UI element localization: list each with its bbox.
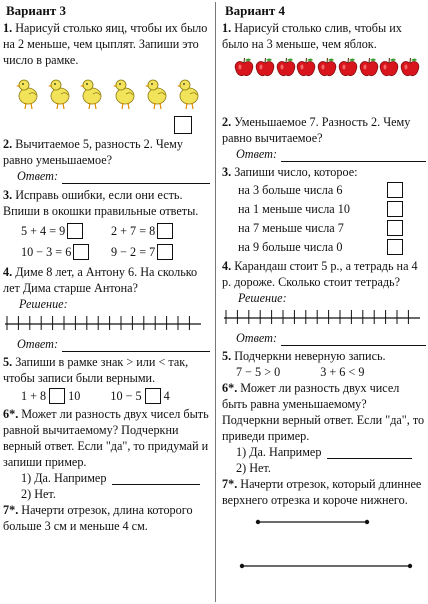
correction-box[interactable]: [73, 244, 89, 260]
solution-label: Решение:: [19, 297, 68, 311]
correction-box[interactable]: [157, 244, 173, 260]
comparison-right: 10: [68, 389, 81, 403]
task-3: [222, 164, 426, 180]
task-text: Запиши число, которое:: [234, 165, 358, 179]
solution-line: [19, 296, 210, 312]
equation: [111, 244, 201, 260]
condition-text: на 3 больше числа 6: [238, 183, 343, 197]
upper-segment: [256, 520, 369, 524]
equation-text: 2 + 7 = 8: [111, 224, 156, 238]
equation-text: 10 − 3 = 6: [21, 245, 72, 259]
task-6: [3, 406, 210, 470]
task-2: [222, 114, 426, 146]
condition-text: на 1 меньше числа 10: [238, 202, 350, 216]
number-box[interactable]: [387, 182, 403, 198]
task-7: [222, 476, 426, 508]
number-box[interactable]: [387, 201, 403, 217]
variant-3-title: Вариант 3: [6, 3, 67, 18]
sign-box[interactable]: [49, 388, 65, 404]
chick-icon: [47, 76, 71, 110]
answer-label: Ответ:: [236, 147, 278, 161]
task-text: Нарисуй столько слив, чтобы их было на 3 меньше, чем яблок.: [222, 21, 402, 51]
task-number: 3.: [222, 165, 232, 179]
equations-grid: [21, 223, 210, 260]
task-5: [3, 354, 210, 386]
task-1: [222, 20, 426, 52]
task-4: [222, 258, 426, 290]
task-number: 6*.: [3, 407, 19, 421]
chick-icon: [15, 76, 39, 110]
task-text: Может ли разность двух чисел быть равной вычитаемому? Подчеркни верный ответ. Если "да", то придумай и запиши пример.: [3, 407, 209, 469]
task-number: 5.: [222, 349, 232, 363]
equation: [21, 244, 111, 260]
condition-row: [238, 182, 403, 198]
lower-segment: [240, 564, 412, 568]
equation: [111, 223, 201, 239]
variant-4-column: [222, 0, 426, 604]
apple-icon: [255, 56, 275, 78]
solution-line: [238, 290, 426, 306]
answer-field[interactable]: [281, 149, 426, 162]
correction-box[interactable]: [67, 223, 83, 239]
task-number: 3.: [3, 188, 13, 202]
condition-text: на 9 больше числа 0: [238, 240, 343, 254]
answer-label: Ответ:: [236, 331, 278, 345]
segments-area[interactable]: [222, 508, 426, 578]
task-number: 4.: [222, 259, 232, 273]
equation: [21, 223, 111, 239]
answer-box[interactable]: [174, 116, 192, 134]
equation-text: 5 + 4 = 9: [21, 224, 66, 238]
column-divider: [215, 2, 216, 602]
answer-line: [236, 146, 426, 162]
variant-3-column: [3, 0, 210, 604]
apple-icon: [379, 56, 399, 78]
apple-icon: [359, 56, 379, 78]
option-yes[interactable]: [236, 444, 426, 460]
drawing-area[interactable]: [222, 78, 426, 114]
answer-line: [236, 330, 426, 346]
comparison-row: [21, 388, 210, 404]
condition-row: [238, 201, 403, 217]
task-4: [3, 264, 210, 296]
condition-text: на 7 меньше числа 7: [238, 221, 344, 235]
apple-icon: [276, 56, 296, 78]
answer-label: Ответ:: [17, 169, 59, 183]
task-text: Подчеркни неверную запись.: [234, 349, 386, 363]
apple-icon: [400, 56, 420, 78]
apple-icon: [317, 56, 337, 78]
task-number: 5.: [3, 355, 13, 369]
task-2: [3, 136, 210, 168]
comparison-left: 1 + 8: [21, 389, 47, 403]
answer-field[interactable]: [62, 339, 210, 352]
chick-icon: [176, 76, 200, 110]
solution-grid[interactable]: [222, 308, 422, 324]
task-text: Запиши в рамке знак > или < так, чтобы записи были верными.: [3, 355, 189, 385]
condition-row: [238, 239, 403, 255]
apples-row: [234, 56, 420, 78]
statement[interactable]: 7 − 5 > 0: [236, 365, 281, 379]
task-number: 7*.: [222, 477, 238, 491]
task-text: Начерти отрезок, длина которого больше 3 см и меньше 4 см.: [3, 503, 193, 533]
answer-line: [17, 168, 210, 184]
answer-label: Ответ:: [17, 337, 59, 351]
task-text: Вычитаемое 5, разность 2. Чему равно уменьшаемое?: [3, 137, 183, 167]
task-number: 6*.: [222, 381, 238, 395]
solution-grid[interactable]: [3, 314, 203, 330]
example-field[interactable]: [112, 472, 200, 485]
sign-box[interactable]: [145, 388, 161, 404]
number-box[interactable]: [387, 239, 403, 255]
apple-icon: [296, 56, 316, 78]
chicks-row: [15, 76, 200, 110]
statement[interactable]: 3 + 6 < 9: [320, 365, 365, 379]
variant-4-title: Вариант 4: [225, 3, 286, 18]
task-1: [3, 20, 210, 68]
answer-field[interactable]: [281, 333, 426, 346]
apple-icon: [338, 56, 358, 78]
task-text: Начерти отрезок, который длиннее верхнего отрезка и короче нижнего.: [222, 477, 422, 507]
chick-icon: [112, 76, 136, 110]
comparison-left: 10 − 5: [110, 389, 142, 403]
task-text: Нарисуй столько яиц, чтобы их было на 2 меньше, чем цыплят. Запиши это число в рамке.: [3, 21, 208, 67]
option-no[interactable]: 2) Нет.: [21, 487, 56, 501]
task-3: [3, 187, 210, 219]
task-number: 2.: [3, 137, 13, 151]
answer-field[interactable]: [62, 171, 210, 184]
condition-row: [238, 220, 403, 236]
task-text: Карандаш стоит 5 р., а тетрадь на 4 р. дороже. Сколько стоит тетрадь?: [222, 259, 418, 289]
option-no[interactable]: 2) Нет.: [236, 461, 271, 475]
task-number: 2.: [222, 115, 232, 129]
chick-icon: [79, 76, 103, 110]
statements-row: [236, 364, 426, 380]
task-text: Диме 8 лет, а Антону 6. На сколько лет Дима старше Антона?: [3, 265, 198, 295]
solution-label: Решение:: [238, 291, 287, 305]
answer-line: [17, 336, 210, 352]
option-label: 1) Да. Например: [236, 445, 322, 459]
task-text: Исправь ошибки, если они есть. Впиши в окошки правильные ответы.: [3, 188, 199, 218]
option-label: 1) Да. Например: [21, 471, 107, 485]
number-box[interactable]: [387, 220, 403, 236]
task-text: Уменьшаемое 7. Разность 2. Чему равно вычитаемое?: [222, 115, 411, 145]
example-field[interactable]: [327, 446, 412, 459]
task-number: 1.: [3, 21, 13, 35]
equation-text: 9 − 2 = 7: [111, 245, 156, 259]
apple-icon: [234, 56, 254, 78]
task-5: [222, 348, 426, 364]
option-yes[interactable]: [21, 470, 210, 486]
task-text: Может ли разность двух чисел быть равна уменьшаемому? Подчеркни верный ответ. Если "да", то приведи пример.: [222, 381, 425, 443]
task-7: [3, 502, 210, 534]
chick-icon: [144, 76, 168, 110]
task-number: 4.: [3, 265, 13, 279]
task-6: [222, 380, 426, 444]
comparison-right: 4: [163, 389, 170, 403]
task-number: 7*.: [3, 503, 19, 517]
task-number: 1.: [222, 21, 232, 35]
correction-box[interactable]: [157, 223, 173, 239]
